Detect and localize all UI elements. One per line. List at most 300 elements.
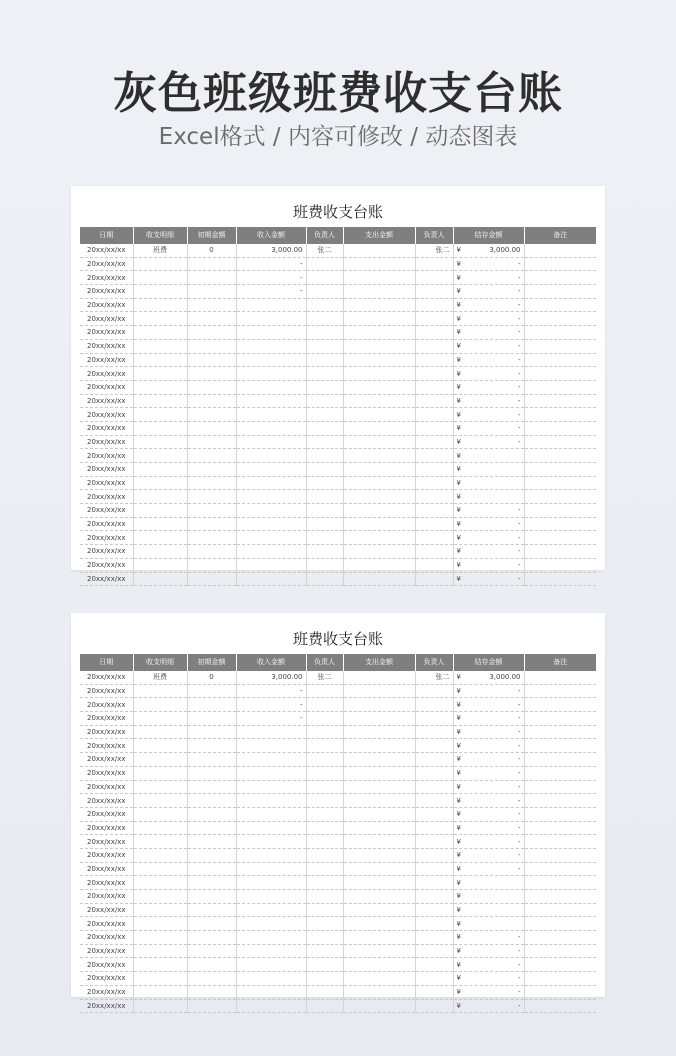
currency-symbol: ¥ xyxy=(456,974,461,983)
cell-expense-owner xyxy=(415,285,453,299)
cell-expense-owner xyxy=(415,931,453,945)
cell-expense-owner xyxy=(415,298,453,312)
cell-balance xyxy=(453,435,524,449)
cell-date: 20xx/xx/xx xyxy=(80,794,133,808)
cell-detail xyxy=(133,545,187,559)
cell-note xyxy=(524,890,596,904)
column-header-note: 备注 xyxy=(524,227,596,244)
balance-amount: - xyxy=(517,383,521,392)
table-row xyxy=(80,684,596,698)
cell-expense-owner xyxy=(415,421,453,435)
cell-expense xyxy=(343,572,415,586)
cell-income-owner xyxy=(306,408,343,422)
currency-symbol: ¥ xyxy=(456,700,461,709)
table-row xyxy=(80,435,596,449)
cell-opening xyxy=(187,753,236,767)
cell-expense xyxy=(343,517,415,531)
cell-income xyxy=(236,862,306,876)
currency-symbol: ¥ xyxy=(456,878,461,887)
cell-opening xyxy=(187,421,236,435)
cell-income-owner xyxy=(306,753,343,767)
cell-balance xyxy=(453,545,524,559)
cell-date: 20xx/xx/xx xyxy=(80,698,133,712)
ledger-sheet-preview-2 xyxy=(71,613,605,1010)
table-row xyxy=(80,876,596,890)
cell-detail xyxy=(133,449,187,463)
currency-symbol: ¥ xyxy=(456,906,461,915)
cell-expense xyxy=(343,312,415,326)
cell-expense-owner xyxy=(415,821,453,835)
cell-expense xyxy=(343,753,415,767)
table-row xyxy=(80,380,596,394)
cell-opening xyxy=(187,353,236,367)
cell-income-owner xyxy=(306,999,343,1013)
cell-note xyxy=(524,725,596,739)
cell-detail: 班费 xyxy=(133,671,187,684)
cell-detail xyxy=(133,903,187,917)
cell-expense-owner xyxy=(415,698,453,712)
cell-date: 20xx/xx/xx xyxy=(80,285,133,299)
cell-detail xyxy=(133,958,187,972)
column-header-expense: 支出金额 xyxy=(343,227,415,244)
cell-income-owner xyxy=(306,490,343,504)
column-header-note: 备注 xyxy=(524,654,596,671)
cell-balance xyxy=(453,558,524,572)
column-header-expense: 支出金额 xyxy=(343,654,415,671)
cell-income-owner xyxy=(306,394,343,408)
cell-expense xyxy=(343,408,415,422)
cell-expense-owner xyxy=(415,972,453,986)
cell-income xyxy=(236,545,306,559)
balance-amount: - xyxy=(517,837,521,846)
cell-note xyxy=(524,821,596,835)
cell-balance xyxy=(453,380,524,394)
cell-income xyxy=(236,476,306,490)
cell-opening xyxy=(187,862,236,876)
cell-opening xyxy=(187,531,236,545)
cell-expense xyxy=(343,545,415,559)
balance-amount: - xyxy=(517,260,521,269)
cell-opening xyxy=(187,490,236,504)
cell-date: 20xx/xx/xx xyxy=(80,807,133,821)
cell-opening xyxy=(187,712,236,726)
cell-income-owner xyxy=(306,876,343,890)
cell-expense-owner xyxy=(415,807,453,821)
cell-balance xyxy=(453,862,524,876)
cell-balance xyxy=(453,353,524,367)
cell-note xyxy=(524,835,596,849)
cell-income xyxy=(236,531,306,545)
cell-balance xyxy=(453,890,524,904)
cell-income xyxy=(236,821,306,835)
cell-income xyxy=(236,408,306,422)
table-header-row xyxy=(80,654,596,671)
cell-balance xyxy=(453,271,524,285)
cell-income-owner xyxy=(306,944,343,958)
cell-balance xyxy=(453,835,524,849)
table-row xyxy=(80,958,596,972)
cell-opening xyxy=(187,766,236,780)
cell-detail xyxy=(133,298,187,312)
cell-income xyxy=(236,725,306,739)
cell-note xyxy=(524,903,596,917)
cell-expense-owner xyxy=(415,903,453,917)
cell-expense xyxy=(343,958,415,972)
cell-opening xyxy=(187,285,236,299)
cell-income xyxy=(236,435,306,449)
cell-detail xyxy=(133,684,187,698)
cell-expense xyxy=(343,862,415,876)
table-row xyxy=(80,312,596,326)
table-row xyxy=(80,572,596,586)
cell-note xyxy=(524,917,596,931)
balance-amount: - xyxy=(517,864,521,873)
cell-income xyxy=(236,944,306,958)
table-row xyxy=(80,545,596,559)
cell-note xyxy=(524,794,596,808)
balance-amount: - xyxy=(517,728,521,737)
table-row xyxy=(80,298,596,312)
cell-income-owner xyxy=(306,848,343,862)
cell-detail xyxy=(133,558,187,572)
table-row xyxy=(80,985,596,999)
cell-date: 20xx/xx/xx xyxy=(80,545,133,559)
currency-symbol: ¥ xyxy=(456,687,461,696)
sheet-title: 班费收支台账 xyxy=(292,630,383,648)
cell-note xyxy=(524,476,596,490)
cell-opening xyxy=(187,257,236,271)
cell-detail xyxy=(133,862,187,876)
cell-date: 20xx/xx/xx xyxy=(80,339,133,353)
currency-symbol: ¥ xyxy=(456,246,461,255)
cell-detail xyxy=(133,944,187,958)
poster-title: 灰色班级班费收支台账 xyxy=(113,68,563,119)
cell-opening xyxy=(187,339,236,353)
table-row xyxy=(80,394,596,408)
cell-income: - xyxy=(236,712,306,726)
balance-amount: - xyxy=(517,810,521,819)
cell-date: 20xx/xx/xx xyxy=(80,490,133,504)
currency-symbol: ¥ xyxy=(456,287,461,296)
balance-amount: - xyxy=(517,933,521,942)
cell-date: 20xx/xx/xx xyxy=(80,835,133,849)
cell-expense-owner xyxy=(415,725,453,739)
poster-subtitle: Excel格式 / 内容可修改 / 动态图表 xyxy=(158,124,518,150)
balance-amount: - xyxy=(517,410,521,419)
cell-expense xyxy=(343,684,415,698)
cell-opening xyxy=(187,876,236,890)
cell-date: 20xx/xx/xx xyxy=(80,408,133,422)
cell-expense xyxy=(343,999,415,1013)
cell-note xyxy=(524,271,596,285)
table-row xyxy=(80,766,596,780)
currency-symbol: ¥ xyxy=(456,561,461,570)
cell-expense-owner: 张二 xyxy=(415,671,453,684)
cell-income xyxy=(236,326,306,340)
cell-date: 20xx/xx/xx xyxy=(80,712,133,726)
table-row xyxy=(80,739,596,753)
cell-date: 20xx/xx/xx xyxy=(80,944,133,958)
currency-symbol: ¥ xyxy=(456,933,461,942)
table-header-row xyxy=(80,227,596,244)
cell-income-owner xyxy=(306,271,343,285)
balance-amount: - xyxy=(517,437,521,446)
cell-detail xyxy=(133,821,187,835)
currency-symbol: ¥ xyxy=(456,533,461,542)
cell-opening xyxy=(187,848,236,862)
cell-expense xyxy=(343,903,415,917)
cell-income xyxy=(236,780,306,794)
cell-income: - xyxy=(236,271,306,285)
balance-amount: - xyxy=(517,796,521,805)
cell-note xyxy=(524,985,596,999)
table-row xyxy=(80,794,596,808)
cell-income-owner xyxy=(306,698,343,712)
column-header-income: 收入金额 xyxy=(236,654,306,671)
cell-expense-owner xyxy=(415,684,453,698)
cell-expense xyxy=(343,944,415,958)
cell-income xyxy=(236,504,306,518)
ledger-table xyxy=(80,227,596,586)
table-row xyxy=(80,517,596,531)
table-row xyxy=(80,490,596,504)
cell-expense xyxy=(343,821,415,835)
cell-detail xyxy=(133,917,187,931)
currency-symbol: ¥ xyxy=(456,547,461,556)
cell-detail xyxy=(133,380,187,394)
balance-amount: 3,000.00 xyxy=(489,246,521,255)
balance-amount: - xyxy=(517,342,521,351)
cell-balance xyxy=(453,780,524,794)
cell-date: 20xx/xx/xx xyxy=(80,517,133,531)
table-row xyxy=(80,353,596,367)
cell-date: 20xx/xx/xx xyxy=(80,312,133,326)
cell-detail xyxy=(133,312,187,326)
currency-symbol: ¥ xyxy=(456,383,461,392)
cell-balance xyxy=(453,876,524,890)
cell-income-owner xyxy=(306,931,343,945)
balance-amount: - xyxy=(517,287,521,296)
cell-income-owner xyxy=(306,862,343,876)
cell-opening xyxy=(187,463,236,477)
cell-income: 3,000.00 xyxy=(236,671,306,684)
cell-note xyxy=(524,876,596,890)
cell-opening xyxy=(187,435,236,449)
cell-balance xyxy=(453,807,524,821)
cell-opening xyxy=(187,835,236,849)
cell-detail xyxy=(133,725,187,739)
cell-expense-owner xyxy=(415,476,453,490)
cell-balance xyxy=(453,712,524,726)
cell-note xyxy=(524,285,596,299)
cell-income-owner xyxy=(306,421,343,435)
cell-detail xyxy=(133,285,187,299)
cell-income-owner xyxy=(306,517,343,531)
cell-expense-owner xyxy=(415,917,453,931)
cell-expense-owner xyxy=(415,531,453,545)
cell-income-owner xyxy=(306,739,343,753)
cell-note xyxy=(524,463,596,477)
balance-amount: - xyxy=(517,960,521,969)
cell-balance xyxy=(453,244,524,257)
cell-date: 20xx/xx/xx xyxy=(80,753,133,767)
balance-amount: - xyxy=(517,328,521,337)
cell-opening: 0 xyxy=(187,244,236,257)
cell-expense xyxy=(343,794,415,808)
currency-symbol: ¥ xyxy=(456,260,461,269)
cell-income xyxy=(236,463,306,477)
cell-date: 20xx/xx/xx xyxy=(80,380,133,394)
cell-balance xyxy=(453,531,524,545)
cell-expense xyxy=(343,490,415,504)
cell-opening xyxy=(187,476,236,490)
currency-symbol: ¥ xyxy=(456,851,461,860)
cell-detail xyxy=(133,421,187,435)
cell-note xyxy=(524,504,596,518)
cell-note xyxy=(524,339,596,353)
cell-income-owner xyxy=(306,835,343,849)
cell-income-owner xyxy=(306,972,343,986)
cell-income-owner xyxy=(306,780,343,794)
cell-expense-owner: 张二 xyxy=(415,244,453,257)
cell-opening xyxy=(187,807,236,821)
cell-date: 20xx/xx/xx xyxy=(80,558,133,572)
table-row xyxy=(80,931,596,945)
cell-detail xyxy=(133,394,187,408)
cell-date: 20xx/xx/xx xyxy=(80,903,133,917)
table-row xyxy=(80,257,596,271)
cell-income xyxy=(236,807,306,821)
cell-detail xyxy=(133,794,187,808)
cell-income-owner xyxy=(306,958,343,972)
currency-symbol: ¥ xyxy=(456,273,461,282)
cell-note xyxy=(524,449,596,463)
cell-income xyxy=(236,999,306,1013)
cell-detail xyxy=(133,739,187,753)
cell-note xyxy=(524,972,596,986)
cell-income xyxy=(236,903,306,917)
cell-expense-owner xyxy=(415,257,453,271)
balance-amount: - xyxy=(517,974,521,983)
cell-opening xyxy=(187,972,236,986)
cell-opening xyxy=(187,890,236,904)
cell-expense xyxy=(343,531,415,545)
column-header-income: 收入金额 xyxy=(236,227,306,244)
cell-opening xyxy=(187,985,236,999)
cell-income xyxy=(236,972,306,986)
cell-income xyxy=(236,917,306,931)
column-header-balance: 结存金额 xyxy=(453,654,524,671)
cell-date: 20xx/xx/xx xyxy=(80,531,133,545)
cell-note xyxy=(524,558,596,572)
cell-note xyxy=(524,257,596,271)
cell-balance xyxy=(453,671,524,684)
cell-expense-owner xyxy=(415,463,453,477)
balance-amount: - xyxy=(517,520,521,529)
cell-opening xyxy=(187,780,236,794)
cell-balance xyxy=(453,698,524,712)
cell-date: 20xx/xx/xx xyxy=(80,449,133,463)
cell-opening xyxy=(187,271,236,285)
cell-expense-owner xyxy=(415,449,453,463)
currency-symbol: ¥ xyxy=(456,424,461,433)
cell-detail xyxy=(133,531,187,545)
currency-symbol: ¥ xyxy=(456,714,461,723)
cell-date: 20xx/xx/xx xyxy=(80,367,133,381)
cell-expense xyxy=(343,449,415,463)
currency-symbol: ¥ xyxy=(456,437,461,446)
cell-note xyxy=(524,807,596,821)
cell-balance xyxy=(453,958,524,972)
currency-symbol: ¥ xyxy=(456,782,461,791)
balance-amount: - xyxy=(517,714,521,723)
cell-income-owner xyxy=(306,725,343,739)
cell-note xyxy=(524,931,596,945)
cell-income xyxy=(236,517,306,531)
cell-expense xyxy=(343,326,415,340)
cell-detail xyxy=(133,490,187,504)
cell-income-owner xyxy=(306,285,343,299)
cell-opening xyxy=(187,958,236,972)
cell-expense xyxy=(343,890,415,904)
cell-expense-owner xyxy=(415,490,453,504)
cell-expense xyxy=(343,380,415,394)
cell-income xyxy=(236,449,306,463)
cell-expense xyxy=(343,435,415,449)
cell-income: 3,000.00 xyxy=(236,244,306,257)
cell-expense-owner xyxy=(415,367,453,381)
cell-opening xyxy=(187,545,236,559)
cell-balance xyxy=(453,394,524,408)
cell-income-owner xyxy=(306,326,343,340)
balance-amount: - xyxy=(517,700,521,709)
table-row xyxy=(80,999,596,1013)
column-header-income-owner: 负责人 xyxy=(306,227,343,244)
cell-expense-owner xyxy=(415,944,453,958)
balance-amount: - xyxy=(517,314,521,323)
balance-amount: - xyxy=(517,369,521,378)
cell-income xyxy=(236,490,306,504)
currency-symbol: ¥ xyxy=(456,960,461,969)
cell-date: 20xx/xx/xx xyxy=(80,821,133,835)
cell-expense-owner xyxy=(415,380,453,394)
cell-note xyxy=(524,753,596,767)
currency-symbol: ¥ xyxy=(456,810,461,819)
balance-amount: - xyxy=(517,355,521,364)
cell-expense xyxy=(343,985,415,999)
currency-symbol: ¥ xyxy=(456,410,461,419)
cell-income-owner xyxy=(306,917,343,931)
cell-expense-owner xyxy=(415,766,453,780)
table-row xyxy=(80,862,596,876)
cell-expense-owner xyxy=(415,862,453,876)
cell-opening xyxy=(187,794,236,808)
cell-expense xyxy=(343,244,415,257)
cell-balance xyxy=(453,490,524,504)
cell-income-owner: 张二 xyxy=(306,244,343,257)
table-row xyxy=(80,244,596,257)
cell-income xyxy=(236,794,306,808)
currency-symbol: ¥ xyxy=(456,823,461,832)
cell-opening xyxy=(187,298,236,312)
cell-opening xyxy=(187,408,236,422)
cell-opening xyxy=(187,449,236,463)
cell-income xyxy=(236,367,306,381)
balance-amount: - xyxy=(517,396,521,405)
table-row xyxy=(80,780,596,794)
cell-opening xyxy=(187,684,236,698)
cell-note xyxy=(524,684,596,698)
